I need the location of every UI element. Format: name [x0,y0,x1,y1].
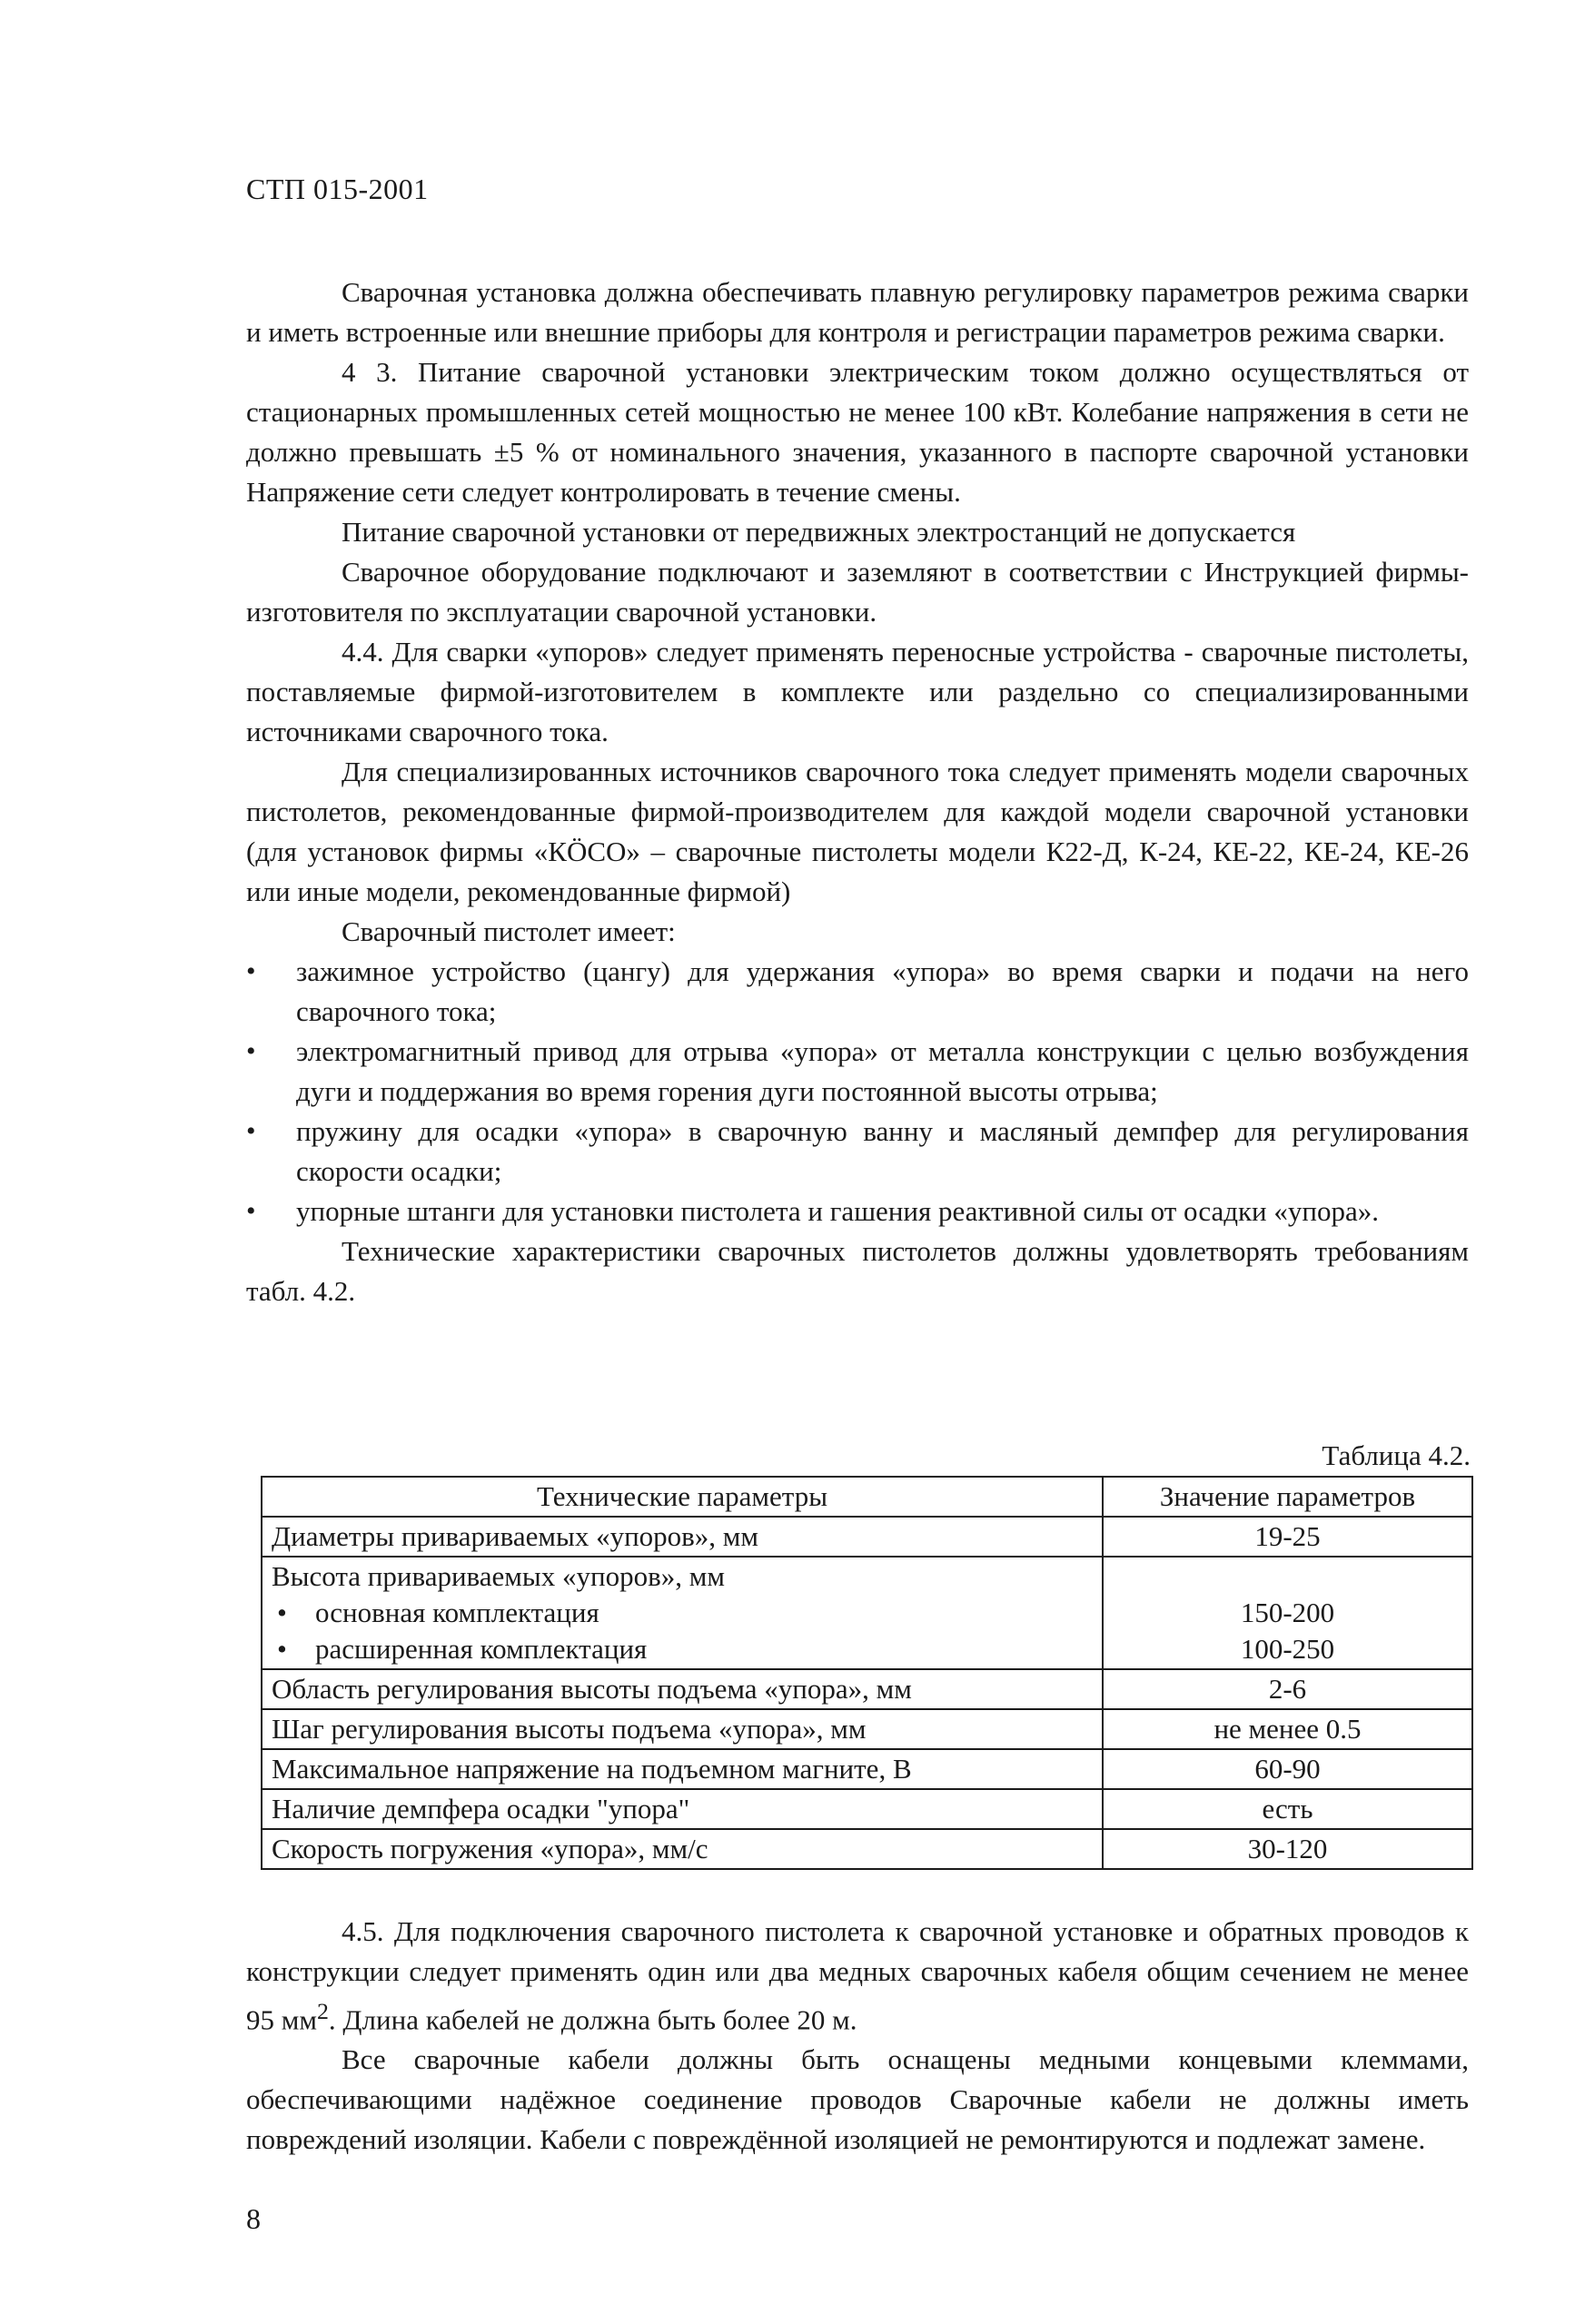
paragraph: Сварочное оборудование подключают и заземляют в соответствии с Инструкцией фирмы-изготовителя по эксплуатации сварочной установки. [246,556,1469,628]
table-cell-param: Шаг регулирования высоты подъема «упора», мм [262,1709,1103,1749]
paragraph: Для специализированных источников сварочного тока следует применять модели сварочных пистолетов, рекомендованные фирмой-производителем для каждой модели сварочной установки (для установок фирмы «КÖСО» – сварочные пистолеты модели К22-Д, К-24, КЕ-22, КЕ-24, КЕ-26 или иные модели, рекомендованные фирмой) [246,756,1469,907]
table-cell-param [262,1557,1103,1669]
superscript: 2 [316,1998,329,2024]
text-span: . Длина кабелей не должна быть более 20 м. [328,2003,857,2036]
paragraph: Питание сварочной установки от передвижных электростанций не допускается [342,516,1296,548]
parameters-table [261,1476,1473,1870]
paragraph: Технические характеристики сварочных пистолетов должны удовлетворять требованиям табл. 4.2. [246,1235,1469,1307]
table-cell-param: Максимальное напряжение на подъемном магните, В [262,1749,1103,1789]
table-cell-value: есть [1103,1789,1472,1829]
sub-list-item: • основная комплектация [272,1595,1093,1631]
table-cell-param-title: Высота привариваемых «упоров», мм [272,1560,725,1592]
paragraph: Все сварочные кабели должны быть оснащены медными концевыми клеммами, обеспечивающими надёжное соединение проводов Сварочные кабели не должны иметь повреждений изоляции. Кабели с повреждённой изоляцией не ремонтируются и подлежат замене. [246,2043,1469,2156]
document-code: СТП 015-2001 [246,173,429,205]
paragraph-4-5 [246,1912,1469,2040]
table-cell-value: 150-200 [1240,1597,1335,1628]
table-cell-value: 30-120 [1103,1829,1472,1869]
feature-list [246,952,1469,1231]
section-2 [246,1912,1469,2160]
table-row [262,1669,1472,1709]
table-row [262,1789,1472,1829]
paragraph-4-3: 4 3. Питание сварочной установки электрическим током должно осуществляться от стационарных промышленных сетей мощностью не менее 100 кВт. Колебание напряжения в сети не должно превышать ±5 % от номинального значения, указанного в паспорте сварочной установки Напряжение сети следует контролировать в течение смены. [246,356,1469,508]
table-cell-param: Область регулирования высоты подъема «упора», мм [262,1669,1103,1709]
table-row [262,1709,1472,1749]
table-row [262,1557,1472,1669]
table-cell-value: 100-250 [1240,1633,1335,1665]
table-cell-param: Скорость погружения «упора», мм/с [262,1829,1103,1869]
table-cell-param: Диаметры привариваемых «упоров», мм [262,1517,1103,1557]
list-item: • пружину для осадки «упора» в сварочную ванну и масляный демпфер для регулирования скорости осадки; [246,1112,1469,1192]
table-header-cell: Значение параметров [1103,1477,1472,1517]
table-cell-value: 19-25 [1103,1517,1472,1557]
table-row [262,1749,1472,1789]
table-caption: Таблица 4.2. [1322,1439,1471,1471]
table-row [262,1517,1472,1557]
table-cell-value: не менее 0.5 [1103,1709,1472,1749]
list-item: • упорные штанги для установки пистолета и гашения реактивной силы от осадки «упора». [246,1192,1469,1231]
table-cell-value-empty [1113,1558,1462,1595]
section-1 [246,272,1469,1311]
sub-list [272,1595,1093,1667]
paragraph-4-4: 4.4. Для сварки «упоров» следует применять переносные устройства - сварочные пистолеты, поставляемые фирмой-изготовителем в комплекте или раздельно со специализированными источниками сварочного тока. [246,636,1469,747]
sub-list-item: • расширенная комплектация [272,1631,1093,1667]
table-cell-value: 60-90 [1103,1749,1472,1789]
table-header-row [262,1477,1472,1517]
text-span: 4.5. Для подключения сварочного пистолета к сварочной установке и обратных проводов к конструкции следует применять один или два медных сварочных кабеля общим сечением не менее 95 мм [246,1915,1469,2036]
paragraph: Сварочная установка должна обеспечивать плавную регулировку параметров режима сварки и иметь встроенные или внешние приборы для контроля и регистрации параметров режима сварки. [246,276,1469,348]
table-row [262,1829,1472,1869]
paragraph: Сварочный пистолет имеет: [342,915,676,947]
table-header-cell: Технические параметры [262,1477,1103,1517]
table-cell-value: 2-6 [1103,1669,1472,1709]
list-item: • электромагнитный привод для отрыва «упора» от металла конструкции с целью возбуждения дуги и поддержания во время горения дуги постоянной высоты отрыва; [246,1032,1469,1112]
table-cell-param: Наличие демпфера осадки "упора" [262,1789,1103,1829]
page-number: 8 [246,2202,261,2235]
table-cell-value [1103,1557,1472,1669]
list-item: • зажимное устройство (цангу) для удержания «упора» во время сварки и подачи на него сварочного тока; [246,952,1469,1032]
